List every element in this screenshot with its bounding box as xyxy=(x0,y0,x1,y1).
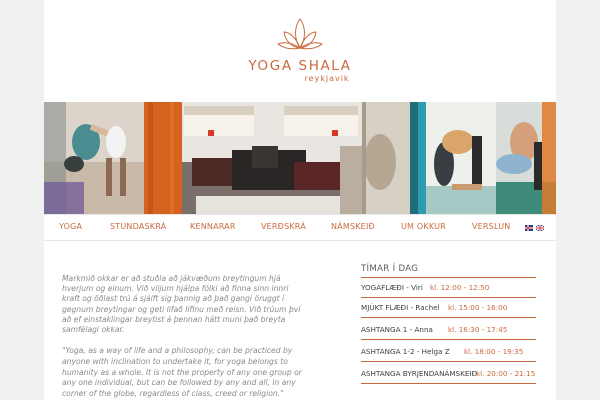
logo[interactable] xyxy=(44,0,556,102)
intro-text: Markmið okkar er að stuðla að jákvæðum breytingum hjá hverjum og einum. Við viljum hjálpa fólki að finna sinn innri kraft og öðlast trú á sjálft sig þannig að það gangi öruggt í gegnum breytingar og geti lifað lífinu með reisn. Við trúum því að ef einstaklingar breytist á þennan hátt muni það breyta samfélagi okkar. xyxy=(62,274,301,335)
nav-um-okkur[interactable]: UM OKKUR xyxy=(401,222,446,231)
nav-verdskra[interactable]: VERÐSKRÁ xyxy=(261,222,306,231)
nav-yoga[interactable]: YOGA xyxy=(59,222,83,231)
schedule-title: TÍMAR Í DAG xyxy=(361,264,536,278)
schedule-time: kl. 12:00 - 12:50 xyxy=(430,283,490,292)
schedule-row[interactable] xyxy=(361,342,536,362)
schedule-time: kl. 20:00 - 21:15 xyxy=(476,369,536,378)
nav-kennarar[interactable]: KENNARAR xyxy=(190,222,236,231)
hero-banner-image xyxy=(44,102,556,214)
logo-subtitle: reykjavik xyxy=(304,74,350,83)
schedule-class[interactable]: ASHTANGA 1-2 - Helga Z xyxy=(361,347,450,356)
page xyxy=(44,0,556,400)
nav-stundaskra[interactable]: STUNDASKRÁ xyxy=(110,222,167,231)
schedule-class[interactable]: MJÚKT FLÆÐI - Rachel xyxy=(361,303,440,312)
schedule-class[interactable]: YOGAFLÆÐI - Viri xyxy=(361,283,423,292)
logo-title: YOGA SHALA xyxy=(248,58,352,74)
lotus-icon xyxy=(276,15,324,55)
hero-banner xyxy=(44,102,556,214)
schedule-time: kl. 15:00 - 16:00 xyxy=(448,303,508,312)
schedule-time: kl. 18:00 - 19:35 xyxy=(464,347,524,356)
schedule-row[interactable] xyxy=(361,278,536,298)
nav-verslun[interactable]: VERSLUN xyxy=(472,222,511,231)
schedule-class[interactable]: ASHTANGA BYRJENDANÁMSKEIÐ xyxy=(361,369,478,378)
schedule-row[interactable] xyxy=(361,320,536,340)
uk-flag-icon[interactable] xyxy=(536,225,544,231)
quote-text: "Yoga, as a way of life and a philosophy, can be practiced by anyone with inclination to undertake it, for yoga belongs to humanity as a whole. It is not the property of any one group or any one individual, but can be followed by any and all, in any corner of the globe, regardless of class, creed or religion." xyxy=(62,346,302,399)
main-nav xyxy=(44,214,556,241)
schedule-time: kl. 16:30 - 17:45 xyxy=(448,325,508,334)
nav-namskeid[interactable]: NÁMSKEIÐ xyxy=(331,222,375,231)
schedule-row[interactable] xyxy=(361,298,536,318)
schedule-row[interactable] xyxy=(361,364,536,384)
iceland-flag-icon[interactable] xyxy=(525,225,533,231)
schedule-class[interactable]: ASHTANGA 1 - Anna xyxy=(361,325,433,334)
